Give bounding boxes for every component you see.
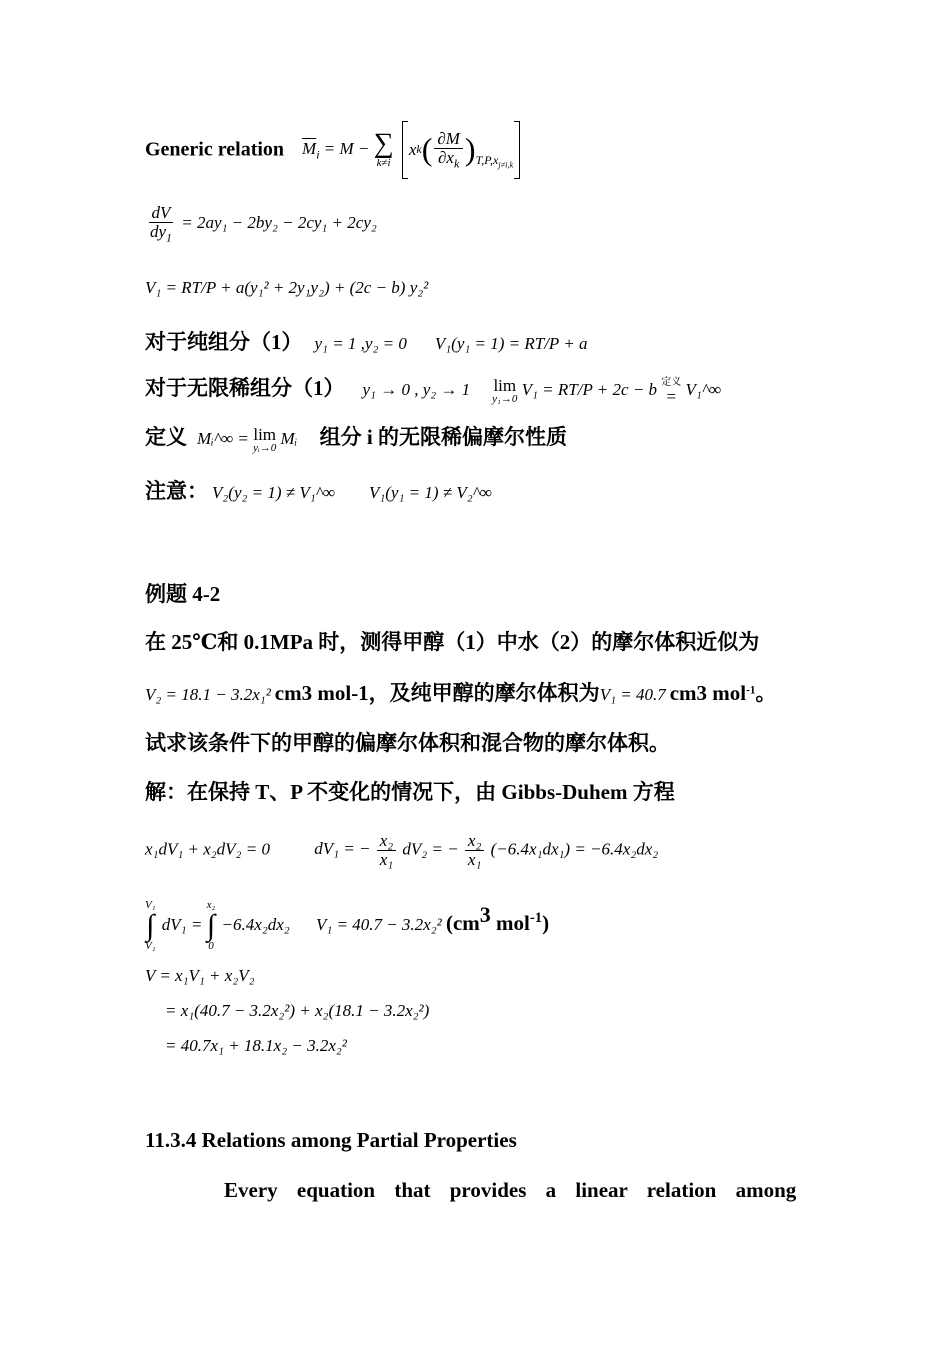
mixture-volume-line-1: V = x₁V₁ + x₂V₂ [145, 966, 255, 985]
note-line [145, 475, 492, 505]
mixture-volume-line-3: = 40.7x₁ + 18.1x₂ − 3.2x₂² [165, 1036, 347, 1055]
definition-description: 组分 i 的无限稀偏摩尔性质 [319, 425, 567, 449]
generic-relation-equation: $\overline{M}_i = M$ − ∑ k≠i x k ( $\frac{\partial M}{\partial x_k}$ ) $_{T,P,x_{j\ne i,k}}$ [302, 139, 524, 158]
mixture-volume-line-2: = x₁(40.7 − 3.2x₂²) + x₂(18.1 − 3.2x₂²) [165, 1001, 430, 1020]
integral-equation: V₁ ∫ V₁ dV₁ = x₂ ∫ 0 −6.4x₂dx₂ V₁ = 40.7 − 3.2x₂² ($cm^3$ mol$^{-1}$) [145, 899, 550, 952]
infinite-dilution-label: 对于无限稀组分（1） [145, 376, 345, 400]
pure-component-label: 对于纯组分（1） [145, 330, 303, 354]
partial-derivative: $\frac{\partial M}{\partial x_k}$ [434, 130, 463, 170]
infinite-dilution-line [145, 372, 721, 405]
infinite-dilution-limit: lim y₁→0 V₁ = RT/P + 2c − b 定义 = V₁^∞ [492, 376, 722, 407]
definition-equation: Mᵢ^∞ = lim yᵢ→0 Mᵢ [197, 425, 298, 455]
note-equation-2: V₁(y₁ = 1) ≠ V₂^∞ [368, 483, 492, 502]
note-equation-1: V₂(y₂ = 1) ≠ V₁^∞ [212, 483, 335, 502]
pure-component-line [145, 326, 588, 356]
pure-component-result: V₁(y₁ = 1) = RT/P + a [434, 334, 588, 353]
note-label: 注意： [145, 479, 208, 503]
definition-label: 定义 [145, 425, 187, 449]
pure-component-condition: y₁ = 1 ,y₂ = 0 [314, 334, 407, 353]
dv-dy1-equation: $\frac{dV}{dy_1}$ = 2ay₁ − 2by₂ − 2cy₁ + 2cy₂ [150, 203, 377, 245]
section-heading: 11.3.4 Relations among Partial Properties [145, 1128, 517, 1152]
section-paragraph: Every equation that provides a linear relation among [224, 1178, 797, 1202]
example-line-3: 试求该条件下的甲醇的偏摩尔体积和混合物的摩尔体积。 [145, 731, 670, 755]
generic-bracket: x k ( $\frac{\partial M}{\partial x_k}$ ) $_{T,P,x_{j\ne i,k}}$ [402, 122, 520, 178]
example-line-2: V₂ = 18.1 − 3.2x₁² cm3 mol-1，及纯甲醇的摩尔体积为V₁ = 40.7 cm3 mol$^{-1}$。 [145, 681, 777, 705]
generic-relation-label: Generic relation [145, 138, 285, 161]
sum-symbol: ∑ k≠i [373, 128, 394, 170]
definition-line [145, 421, 567, 454]
example-line-1: 在 25℃和 0.1MPa 时，测得甲醇（1）中水（2）的摩尔体积近似为 [145, 630, 760, 654]
infinite-dilution-condition: y₁ → 0 , y₂ → 1 [362, 380, 471, 399]
generic-relation-line [145, 122, 524, 178]
v1-partial-equation: V₁ = RT/P + a(y₁² + 2y₁y₂) + (2c − b) y₂² [145, 278, 429, 297]
gibbs-duhem-equation: x₁dV₁ + x₂dV₂ = 0 dV₁ = − $\frac{\text{x₂}}{\text{x₁}}$ dV₂ = − $\frac{\text{x₂}}{\text{x₁}}$ (−6.4x₁dx₁) = −6.4x₂dx₂ [145, 831, 659, 869]
example-title: 例题 4-2 [145, 582, 221, 606]
example-line-4: 解：在保持 T、P 不变化的情况下，由 Gibbs-Duhem 方程 [145, 780, 675, 804]
